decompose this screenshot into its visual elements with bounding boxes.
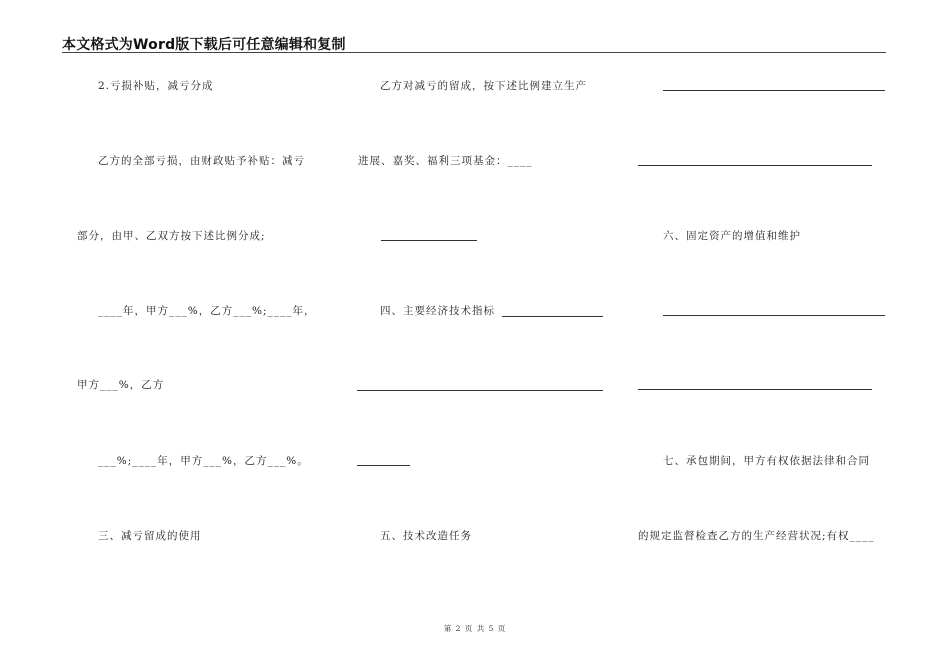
header-divider — [62, 52, 886, 53]
document-header-title: 本文格式为Word版下载后可任意编辑和复制 — [62, 37, 346, 53]
col1-line-1: 2.亏损补贴，减亏分成 — [98, 80, 214, 92]
col2-line-1: 乙方对减亏的留成，按下述比例建立生产 — [380, 80, 587, 92]
col3-blank-rule-2 — [638, 165, 872, 166]
col3-blank-rule-1 — [663, 90, 885, 91]
col2-line-2: 进展、嘉奖、福利三项基金：____ — [358, 155, 533, 167]
col3-line-3: 六、固定资产的增值和维护 — [663, 230, 801, 242]
col1-line-4: ____年，甲方___%，乙方___%;____年， — [98, 305, 316, 317]
col3-line-6: 七、承包期间，甲方有权依据法律和合同 — [663, 455, 870, 467]
col1-line-2: 乙方的全部亏损，由财政贴予补贴：减亏 — [98, 155, 305, 167]
col1-line-7: 三、减亏留成的使用 — [98, 530, 202, 542]
col2-line-7: 五、技术改造任务 — [380, 530, 472, 542]
col3-blank-rule-3 — [663, 315, 885, 316]
page-number-footer: 第 2 页 共 5 页 — [443, 624, 507, 633]
col2-blank-rule-1 — [381, 240, 477, 241]
col2-blank-rule-2 — [357, 390, 603, 391]
col2-line-4: 四、主要经济技术指标 — [380, 305, 495, 317]
col1-line-3: 部分，由甲、乙双方按下述比例分成; — [77, 230, 266, 242]
col3-blank-rule-4 — [638, 389, 872, 390]
col1-line-6: ___%;____年，甲方___%，乙方___%。 — [98, 455, 309, 467]
col3-line-7: 的规定监督检查乙方的生产经营状况;有权____ — [638, 530, 875, 542]
col1-line-5: 甲方___%，乙方 — [77, 379, 165, 391]
col2-blank-rule-3 — [357, 465, 410, 466]
col2-indicator-rule — [502, 316, 603, 317]
